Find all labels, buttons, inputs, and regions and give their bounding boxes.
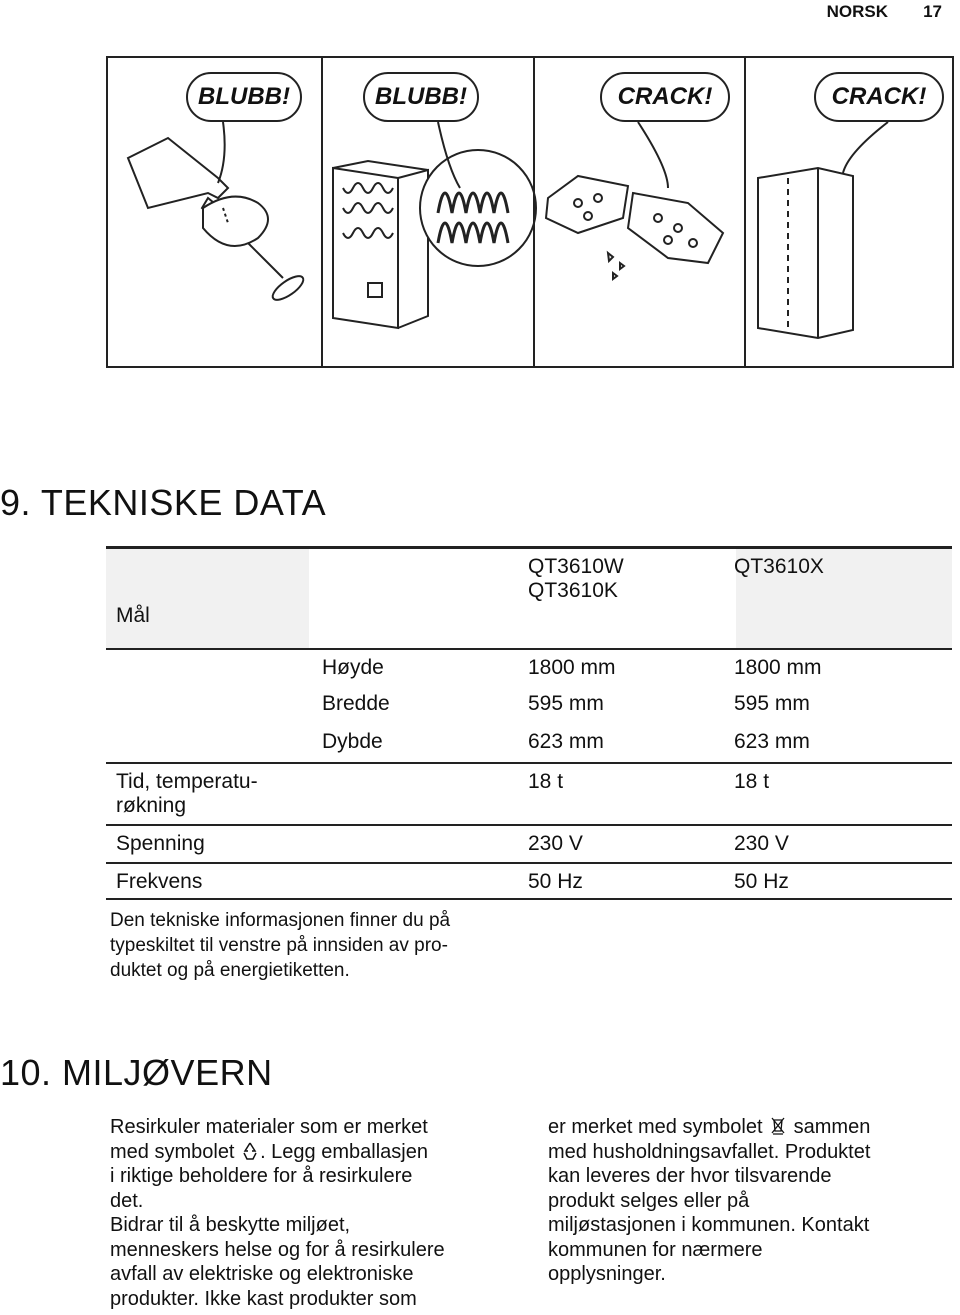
panel-divider xyxy=(533,58,535,366)
language-label: NORSK xyxy=(826,2,888,21)
environment-text-right: er merket med symbolet sammen med husholdningsavfallet. Produktet kan leveres der hvor tilsvarende produkt selges eller på miljøstasjonen i kommunen. Kontakt kommunen for nærmere opplysninger. xyxy=(548,1116,871,1285)
table-row: Tid, temperatu- røkning 18 t 18 t xyxy=(106,762,952,824)
page-number: 17 xyxy=(923,2,942,21)
table-row: Dybde 623 mm 623 mm xyxy=(322,730,810,753)
speech-bubble: CRACK! xyxy=(814,72,944,122)
recycle-icon xyxy=(240,1141,260,1161)
panel-divider xyxy=(744,58,746,366)
environment-text-left: Resirkuler materialer som er merket med symbolet . Legg emballasjen i riktige beholdere for å resirkulere det. Bidrar til å beskytte miljøet, menneskers helse og for å resirkulere avfall av elektriske og elektroniske produkter. Ikke kast produkter som xyxy=(110,1116,445,1310)
column-header-b: QT3610X xyxy=(734,555,824,578)
page-header xyxy=(0,0,960,26)
speech-bubble: CRACK! xyxy=(600,72,730,122)
technical-info-note: Den tekniske informasjonen finner du på typeskiltet til venstre på innsiden av pro- duktet og på energietiketten. xyxy=(110,910,451,981)
fridge-body-icon xyxy=(758,168,853,338)
noise-illustration xyxy=(106,56,954,368)
table-row: Mål xyxy=(106,612,952,648)
wine-glass-icon xyxy=(128,138,307,304)
table-row: Bredde 595 mm 595 mm xyxy=(322,692,810,715)
ice-tray-icon xyxy=(546,176,723,279)
table-row: Spenning 230 V 230 V xyxy=(106,824,952,862)
column-header-a: QT3610W QT3610K xyxy=(528,555,624,602)
table-header-row xyxy=(106,546,952,612)
crossed-out-bin-icon xyxy=(768,1116,788,1136)
speech-bubble: BLUBB! xyxy=(363,72,479,122)
fridge-coil-icon xyxy=(333,150,536,328)
panel-divider xyxy=(321,58,323,366)
table-row: Høyde 1800 mm 1800 mm xyxy=(106,648,952,686)
table-row: Frekvens 50 Hz 50 Hz xyxy=(106,862,952,900)
technical-data-table xyxy=(106,546,952,900)
section-title-miljovern: 10. MILJØVERN xyxy=(0,1052,273,1093)
speech-bubble: BLUBB! xyxy=(186,72,302,122)
section-title-tekniske-data: 9. TEKNISKE DATA xyxy=(0,482,327,523)
